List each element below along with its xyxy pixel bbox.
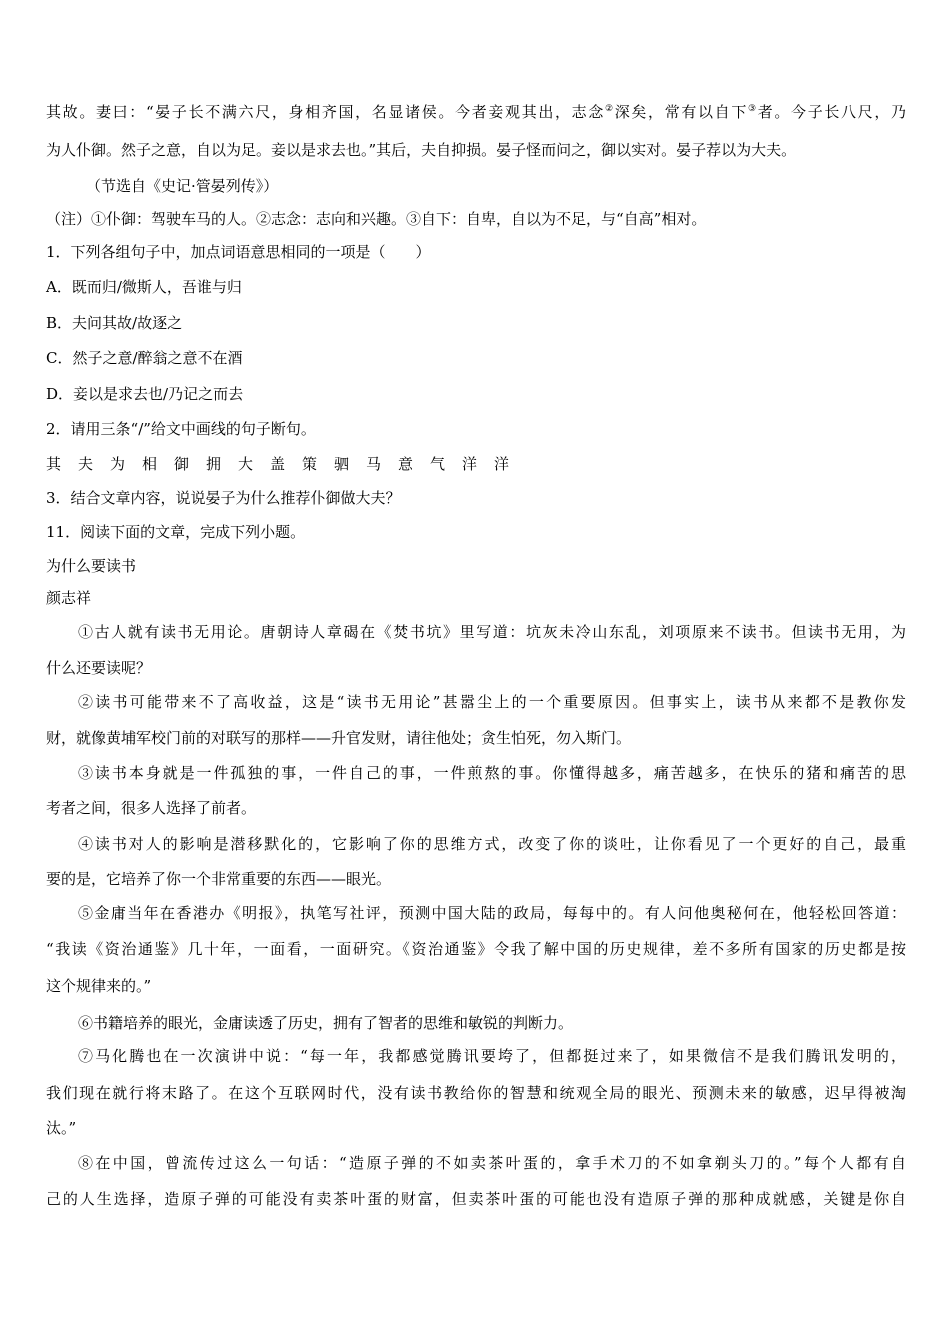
article-title: 为什么要读书 <box>46 557 137 575</box>
option-c: C．然子之意/醉翁之意不在酒 <box>46 349 243 367</box>
paragraph-2-line: ②读书可能带来不了高收益，这是“读书无用论”甚嚣尘上的一个重要原因。但事实上，读书从来都不是教你发 <box>78 693 906 711</box>
paragraph-2-line: 财，就像黄埔军校门前的对联写的那样——升官发财，请往他处；贪生怕死，勿入斯门。 <box>46 729 632 747</box>
article-author: 颜志祥 <box>46 589 92 607</box>
option-a: A．既而归/微斯人，吾谁与归 <box>46 278 242 296</box>
paragraph-5-line: “我读《资治通鉴》几十年，一面看，一面研究。《资治通鉴》令我了解中国的历史规律，差不多所有国家的历史都是按 <box>46 940 906 958</box>
paragraph-7-line: 汰。” <box>46 1119 77 1137</box>
sentence-to-punctuate: 其 夫 为 相 御 拥 大 盖 策 驷 马 意 气 洋 洋 <box>46 455 510 473</box>
paragraph-7-line: ⑦马化腾也在一次演讲中说：“每一年，我都感觉腾讯要垮了，但都挺过来了，如果微信不是我们腾讯发明的， <box>78 1047 906 1065</box>
paragraph-8-line: 己的人生选择，造原子弹的可能没有卖茶叶蛋的财富，但卖茶叶蛋的可能也没有造原子弹的那种成就感，关键是你自 <box>46 1190 906 1208</box>
paragraph-5-line: 这个规律来的。” <box>46 977 152 995</box>
question-2: 2．请用三条“/”给文中画线的句子断句。 <box>46 420 316 438</box>
question-1: 1．下列各组句子中，加点词语意思相同的一项是（ ） <box>46 243 431 261</box>
option-d: D．妾以是求去也/乃记之而去 <box>46 385 244 403</box>
passage-note: （注）①仆御：驾驶车马的人。②志念：志向和兴趣。③自下：自卑，自以为不足，与“自高”相对。 <box>46 210 707 228</box>
paragraph-1-line: 什么还要读呢？ <box>46 659 152 677</box>
paragraph-3-line: ③读书本身就是一件孤独的事，一件自己的事，一件煎熬的事。你懂得越多，痛苦越多，在快乐的猪和痛苦的思 <box>78 764 906 782</box>
section-heading: 11．阅读下面的文章，完成下列小题。 <box>46 523 306 541</box>
paragraph-1-line: ①古人就有读书无用论。唐朝诗人章碣在《焚书坑》里写道：坑灰未冷山东乱，刘项原来不读书。但读书无用，为 <box>78 623 906 641</box>
passage-line: 为人仆御。然子之意，自以为足。妾以是求去也。”其后，夫自抑损。晏子怪而问之，御以实对。晏子荐以为大夫。 <box>46 141 797 159</box>
question-3: 3．结合文章内容，说说晏子为什么推荐仆御做大夫？ <box>46 489 401 507</box>
paragraph-3-line: 考者之间，很多人选择了前者。 <box>46 799 257 817</box>
paragraph-4-line: 要的是，它培养了你一个非常重要的东西——眼光。 <box>46 870 392 888</box>
paragraph-6-line: ⑥书籍培养的眼光，金庸读透了历史，拥有了智者的思维和敏锐的判断力。 <box>78 1014 574 1032</box>
passage-source: （节选自《史记·管晏列传》） <box>86 177 279 195</box>
paragraph-4-line: ④读书对人的影响是潜移默化的，它影响了你的思维方式，改变了你的谈吐，让你看见了一个更好的自己，最重 <box>78 835 906 853</box>
option-b: B．夫问其故/故逐之 <box>46 314 183 332</box>
paragraph-8-line: ⑧在中国，曾流传过这么一句话：“造原子弹的不如卖茶叶蛋的，拿手术刀的不如拿剃头刀的。”每个人都有自 <box>78 1154 906 1172</box>
paragraph-5-line: ⑤金庸当年在香港办《明报》，执笔写社评，预测中国大陆的政局，每每中的。有人问他奥秘何在，他轻松回答道： <box>78 904 906 922</box>
paragraph-7-line: 我们现在就行将末路了。在这个互联网时代，没有读书教给你的智慧和统观全局的眼光、预测未来的敏感，迟早得被淘 <box>46 1084 906 1102</box>
passage-line: 其故。妻曰：“晏子长不满六尺，身相齐国，名显诸侯。今者妾观其出，志念②深矣，常有以自下③者。今子长八尺，乃 <box>46 103 906 121</box>
